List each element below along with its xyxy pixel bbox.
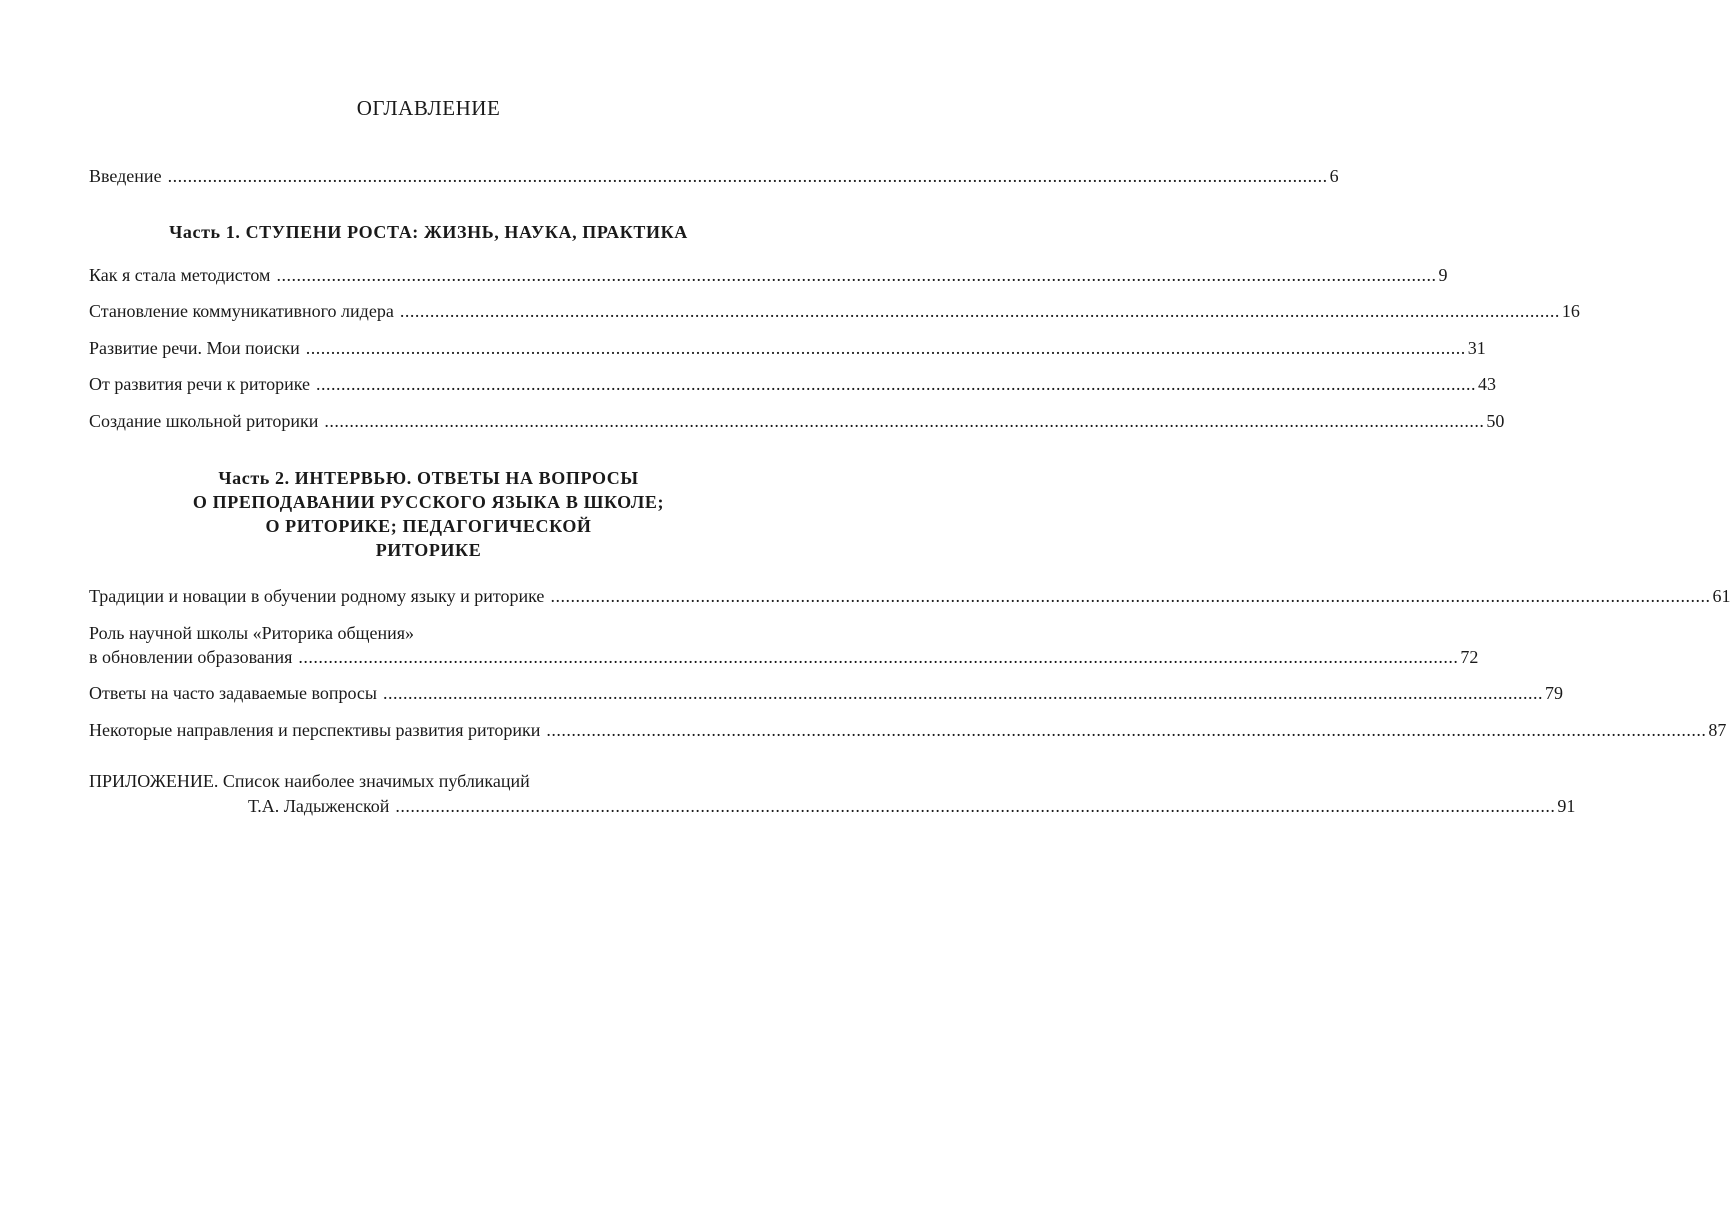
toc-page-number: 16 (1561, 301, 1580, 321)
toc-entry-appendix[interactable] (248, 795, 1576, 817)
toc-entry[interactable] (89, 300, 1580, 322)
toc-entry-intro[interactable] (89, 165, 1339, 187)
toc-entry[interactable] (89, 337, 1486, 359)
dot-leader: ........................................................................................................................................................................................................................................ (399, 301, 1560, 321)
part2-heading-line: О ПРЕПОДАВАНИИ РУССКОГО ЯЗЫКА В ШКОЛЕ; (192, 492, 665, 512)
dot-leader: ........................................................................................................................................................................................................................................ (395, 796, 1556, 816)
dot-leader: ........................................................................................................................................................................................................................................ (546, 720, 1707, 740)
page-title: ОГЛАВЛЕНИЕ (356, 96, 501, 120)
appendix-line1[interactable]: ПРИЛОЖЕНИЕ. Список наиболее значимых публикаций (89, 771, 530, 791)
toc-page-number: 79 (1545, 683, 1563, 703)
toc-entry-text: Некоторые направления и перспективы развития риторики (89, 720, 541, 740)
part2-heading (0, 466, 857, 562)
toc-entry[interactable] (89, 585, 1730, 607)
toc-page-number: 50 (1486, 411, 1505, 431)
part2-heading-line: РИТОРИКЕ (375, 540, 482, 560)
toc-entry-text: От развития речи к риторике (89, 374, 311, 394)
toc-entry[interactable] (89, 410, 1505, 432)
dot-leader: ........................................................................................................................................................................................................................................ (167, 166, 1328, 186)
toc-entry[interactable] (89, 264, 1448, 286)
toc-page-number: 61 (1712, 586, 1730, 606)
toc-entry-text: Становление коммуникативного лидера (89, 301, 394, 321)
toc-page-number: 72 (1460, 647, 1479, 667)
part1-heading-text: Часть 1. СТУПЕНИ РОСТА: ЖИЗНЬ, НАУКА, ПРАКТИКА (169, 222, 688, 242)
toc-page-number: 91 (1557, 796, 1576, 816)
dot-leader: ........................................................................................................................................................................................................................................ (276, 265, 1437, 285)
toc-page-number: 31 (1467, 338, 1486, 358)
toc-entry-text: Создание школьной риторики (89, 411, 319, 431)
toc-entry-text: Как я стала методистом (89, 265, 271, 285)
toc-entry-text: Ответы на часто задаваемые вопросы (89, 683, 377, 703)
dot-leader: ........................................................................................................................................................................................................................................ (298, 647, 1459, 667)
dot-leader: ........................................................................................................................................................................................................................................ (316, 374, 1477, 394)
part2-heading-line: О РИТОРИКЕ; ПЕДАГОГИЧЕСКОЙ (265, 516, 592, 536)
part1-heading (0, 220, 857, 244)
toc-entry-text: в обновлении образования (89, 647, 293, 667)
dot-leader: ........................................................................................................................................................................................................................................ (550, 586, 1711, 606)
toc-entry-line1[interactable]: Роль научной школы «Риторика общения» (89, 623, 414, 643)
toc-entry[interactable] (89, 719, 1727, 741)
toc-page-number: 9 (1438, 265, 1448, 285)
toc-entry-text: Традиции и новации в обучении родному языку и риторике (89, 586, 545, 606)
toc-entry[interactable] (89, 646, 1479, 668)
toc-entry-text: Введение (89, 166, 162, 186)
toc-entry[interactable] (89, 373, 1497, 395)
toc-page-number: 6 (1329, 166, 1339, 186)
toc-entry-text: Развитие речи. Мои поиски (89, 338, 300, 358)
dot-leader: ........................................................................................................................................................................................................................................ (324, 411, 1485, 431)
toc-entry-text: Т.А. Ладыженской (248, 796, 390, 816)
part2-heading-line: Часть 2. ИНТЕРВЬЮ. ОТВЕТЫ НА ВОПРОСЫ (218, 468, 639, 488)
toc-entry[interactable] (89, 682, 1563, 704)
dot-leader: ........................................................................................................................................................................................................................................ (383, 683, 1543, 703)
dot-leader: ........................................................................................................................................................................................................................................ (305, 338, 1466, 358)
toc-page-number: 87 (1708, 720, 1727, 740)
toc-page-number: 43 (1478, 374, 1497, 394)
